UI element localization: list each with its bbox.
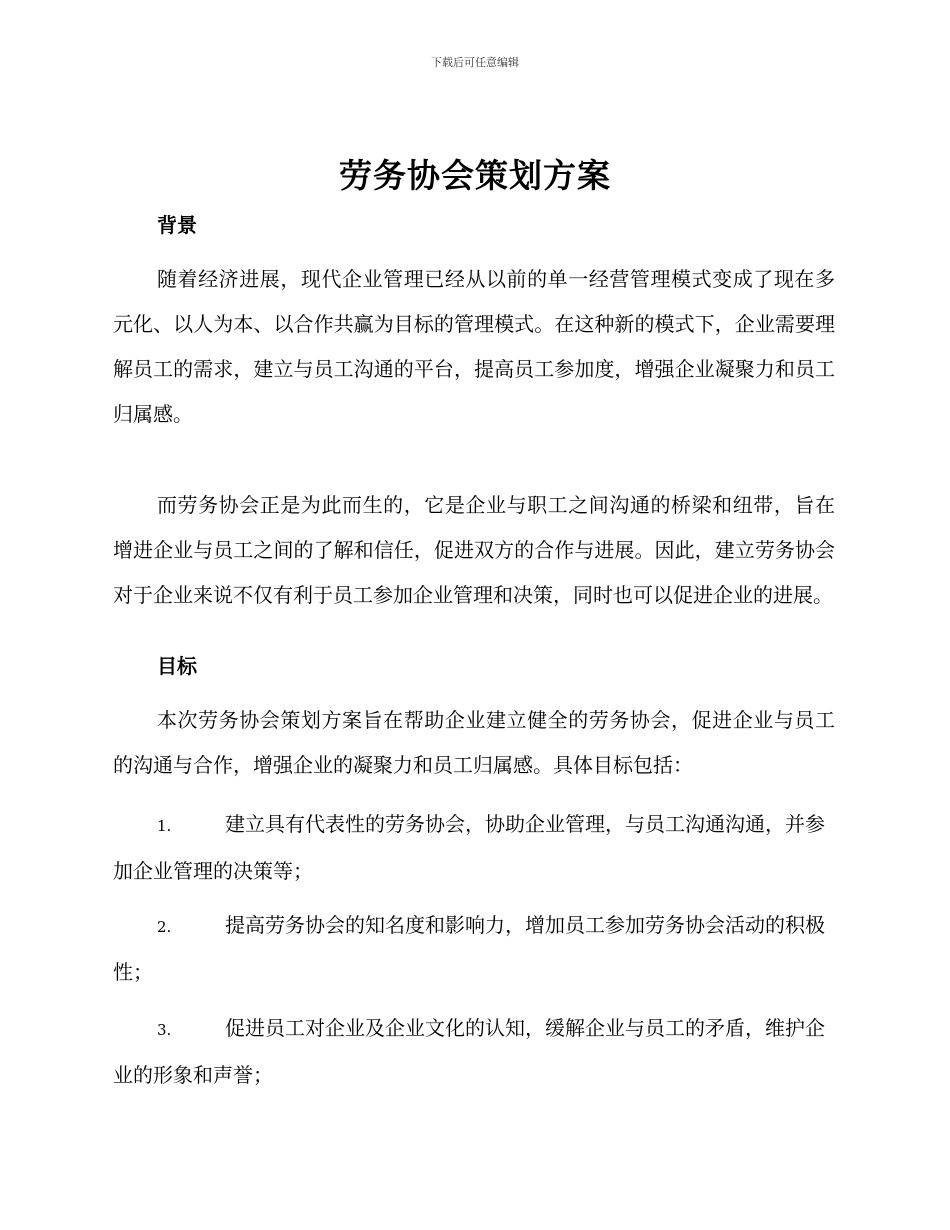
goal-list-text: 建立具有代表性的劳务协会，协助企业管理，与员工沟通沟通，并参加企业管理的决策等；	[113, 812, 825, 883]
section-heading-goals: 目标	[157, 654, 197, 678]
goal-list-number: 3.	[157, 1021, 172, 1039]
goal-list-item-1	[113, 802, 835, 894]
section-heading-background: 背景	[157, 213, 197, 237]
goal-list-item-2	[113, 903, 835, 995]
background-paragraph-2: 而劳务协会正是为此而生的，它是企业与职工之间沟通的桥梁和纽带，旨在增进企业与员工之间的了解和信任，促进双方的合作与进展。因此，建立劳务协会对于企业来说不仅有利于员工参加企业管理和决策，同时也可以促进企业的进展。	[113, 493, 835, 607]
header-note: 下载后可任意编辑	[431, 56, 519, 69]
goal-list-item-3	[113, 1006, 835, 1098]
goal-list-text: 提高劳务协会的知名度和影响力，增加员工参加劳务协会活动的积极性；	[113, 913, 825, 984]
goal-list-number: 1.	[157, 817, 172, 835]
document-title: 劳务协会策划方案	[339, 156, 611, 195]
goal-list-text: 促进员工对企业及企业文化的认知，缓解企业与员工的矛盾，维护企业的形象和声誉；	[113, 1016, 825, 1087]
background-paragraph-1: 随着经济进展，现代企业管理已经从以前的单一经营管理模式变成了现在多元化、以人为本、以合作共赢为目标的管理模式。在这种新的模式下，企业需要理解员工的需求，建立与员工沟通的平台，提高员工参加度，增强企业凝聚力和员工归属感。	[113, 267, 835, 426]
goal-list-number: 2.	[157, 918, 172, 936]
goals-intro-paragraph: 本次劳务协会策划方案旨在帮助企业建立健全的劳务协会，促进企业与员工的沟通与合作，增强企业的凝聚力和员工归属感。具体目标包括：	[113, 708, 835, 777]
